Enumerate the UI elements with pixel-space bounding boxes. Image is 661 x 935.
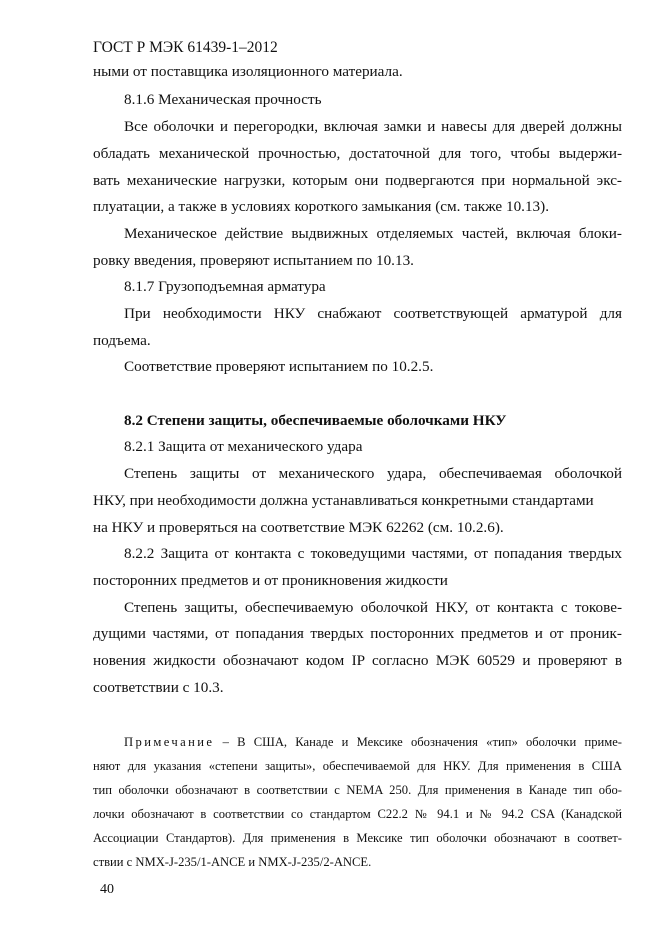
text-line: При необходимости НКУ снабжают соответствующей арматурой для [124, 305, 622, 322]
text-line: дущими частями, от попадания твердых посторонних предметов и от проник- [93, 625, 622, 642]
document-header: ГОСТ Р МЭК 61439-1–2012 [93, 39, 278, 56]
note-line: тип оболочки обозначают в соответствии с NEMA 250. Для применения в Канаде тип обо- [93, 783, 622, 797]
section-heading-8-1-6: 8.1.6 Механическая прочность [124, 91, 322, 108]
text-line: подъема. [93, 332, 151, 349]
text-line: Все оболочки и перегородки, включая замки и навесы для дверей должны [124, 118, 622, 135]
page-number: 40 [100, 882, 114, 897]
section-heading-8-2-2-cont: посторонних предметов и от проникновения жидкости [93, 572, 448, 589]
section-heading-8-2-2: 8.2.2 Защита от контакта с токоведущими частями, от попадания твердых [124, 545, 622, 562]
text-line: на НКУ и проверяться на соответствие МЭК 62262 (см. 10.2.6). [93, 519, 504, 536]
section-heading-8-2-1: 8.2.1 Защита от механического удара [124, 438, 363, 455]
text-line: вать механические нагрузки, которым они подвергаются при нормальной экс- [93, 172, 622, 189]
note-line: Ассоциации Стандартов). Для применения в Мексике тип оболочки обозначают в соответ- [93, 831, 622, 845]
text-line: ными от поставщика изоляционного материала. [93, 63, 403, 80]
text-line: новения жидкости обозначают кодом IP согласно МЭК 60529 и проверяют в [93, 652, 622, 669]
text-line: Степень защиты, обеспечиваемую оболочкой НКУ, от контакта с токове- [124, 599, 622, 616]
section-heading-8-1-7: 8.1.7 Грузоподъемная арматура [124, 278, 326, 295]
text-line: плуатации, а также в условиях короткого замыкания (см. также 10.13). [93, 198, 550, 215]
section-heading-8-2: 8.2 Степени защиты, обеспечиваемые оболочками НКУ [124, 412, 507, 429]
note-text: – В США, Канаде и Мексике обозначения «тип» оболочки приме- [214, 735, 622, 749]
text-line: ровку введения, проверяют испытанием по 10.13. [93, 252, 414, 269]
note-line: лочки обозначают в соответствии со стандартом C22.2 № 94.1 и № 94.2 CSA (Канадской [93, 807, 622, 821]
note-line: ствии с NMX-J-235/1-ANCE и NMX-J-235/2-ANCE. [93, 855, 372, 869]
note-prefix: Примечание [124, 735, 215, 749]
text-line: НКУ, при необходимости должна устанавливаться конкретными стандартами [93, 492, 594, 509]
text-line: Соответствие проверяют испытанием по 10.2.5. [124, 358, 434, 375]
note-line [124, 733, 622, 751]
text-line: соответствии с 10.3. [93, 679, 224, 696]
note-line: няют для указания «степени защиты», обеспечиваемой для НКУ. Для применения в США [93, 759, 622, 773]
text-line: Механическое действие выдвижных отделяемых частей, включая блоки- [124, 225, 622, 242]
text-line: обладать механической прочностью, достаточной для того, чтобы выдержи- [93, 145, 622, 162]
text-line: Степень защиты от механического удара, обеспечиваемая оболочкой [124, 465, 622, 482]
